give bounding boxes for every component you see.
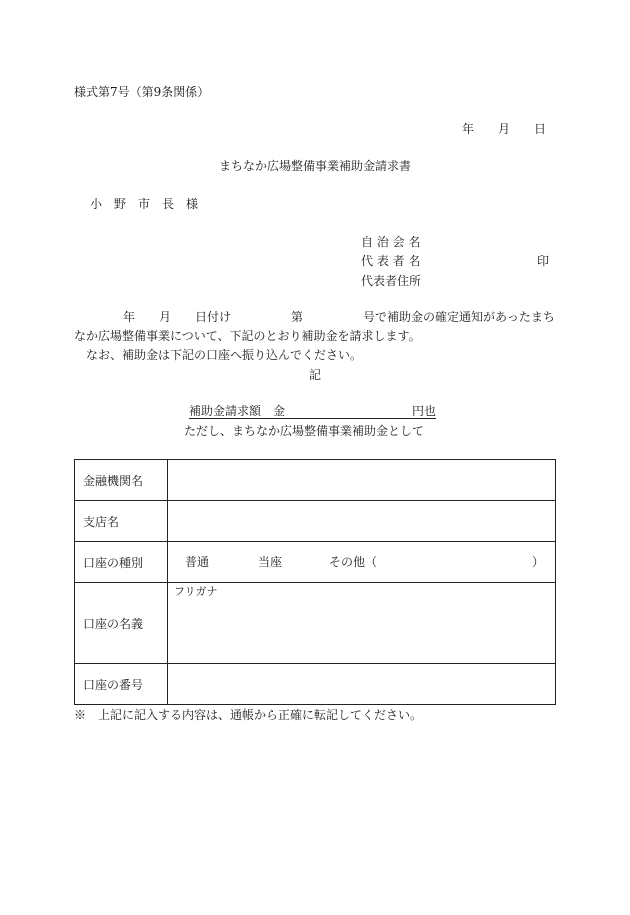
account-number-label: 口座の番号: [75, 664, 168, 705]
footnote: ※ 上記に記入する内容は、通帳から正確に転記してください。: [74, 708, 423, 722]
branch-cell[interactable]: [168, 501, 556, 542]
type-toza[interactable]: 当座: [258, 555, 283, 569]
table-row: [75, 501, 556, 542]
date-line: 年 月 日: [461, 122, 546, 136]
table-row: [75, 664, 556, 705]
body-line-3: なお、補助金は下記の口座へ振り込んでください。: [86, 348, 363, 362]
amount-label: 補助金請求額 金: [189, 404, 286, 418]
address-label: 代表者住所: [361, 274, 422, 288]
amount-unit: 円也: [411, 404, 436, 418]
document-title: まちなか広場整備事業補助金請求書: [218, 159, 411, 173]
body-line-2: なか広場整備事業について、下記のとおり補助金を請求します。: [74, 329, 421, 343]
account-holder-label: 口座の名義: [75, 583, 168, 664]
org-name-label: 自 治 会 名: [361, 235, 421, 249]
bank-name-label: 金融機関名: [75, 460, 168, 501]
table-row: [75, 542, 556, 583]
furigana-label: フリガナ: [174, 585, 218, 598]
type-other[interactable]: その他（: [329, 555, 378, 569]
ki-mark: 記: [308, 368, 321, 382]
account-type-cell[interactable]: [168, 542, 556, 583]
table-row: [75, 583, 556, 664]
account-holder-cell[interactable]: [168, 583, 556, 664]
table-row: [75, 460, 556, 501]
branch-label: 支店名: [75, 501, 168, 542]
amount-note: ただし、まちなか広場整備事業補助金として: [184, 424, 425, 438]
type-other-close: ）: [532, 555, 545, 569]
amount-line: [189, 405, 436, 419]
seal-mark: 印: [537, 254, 550, 268]
representative-label: 代 表 者 名: [361, 254, 421, 268]
account-number-cell[interactable]: [168, 664, 556, 705]
form-number: 様式第7号（第9条関係）: [74, 85, 210, 99]
body-line-1: 年 月 日付け 第 号で補助金の確定通知があったまち: [123, 310, 555, 324]
account-type-label: 口座の種別: [75, 542, 168, 583]
type-futsu[interactable]: 普通: [185, 555, 210, 569]
bank-name-cell[interactable]: [168, 460, 556, 501]
addressee: 小 野 市 長 様: [90, 197, 199, 211]
bank-account-table: [74, 459, 556, 705]
